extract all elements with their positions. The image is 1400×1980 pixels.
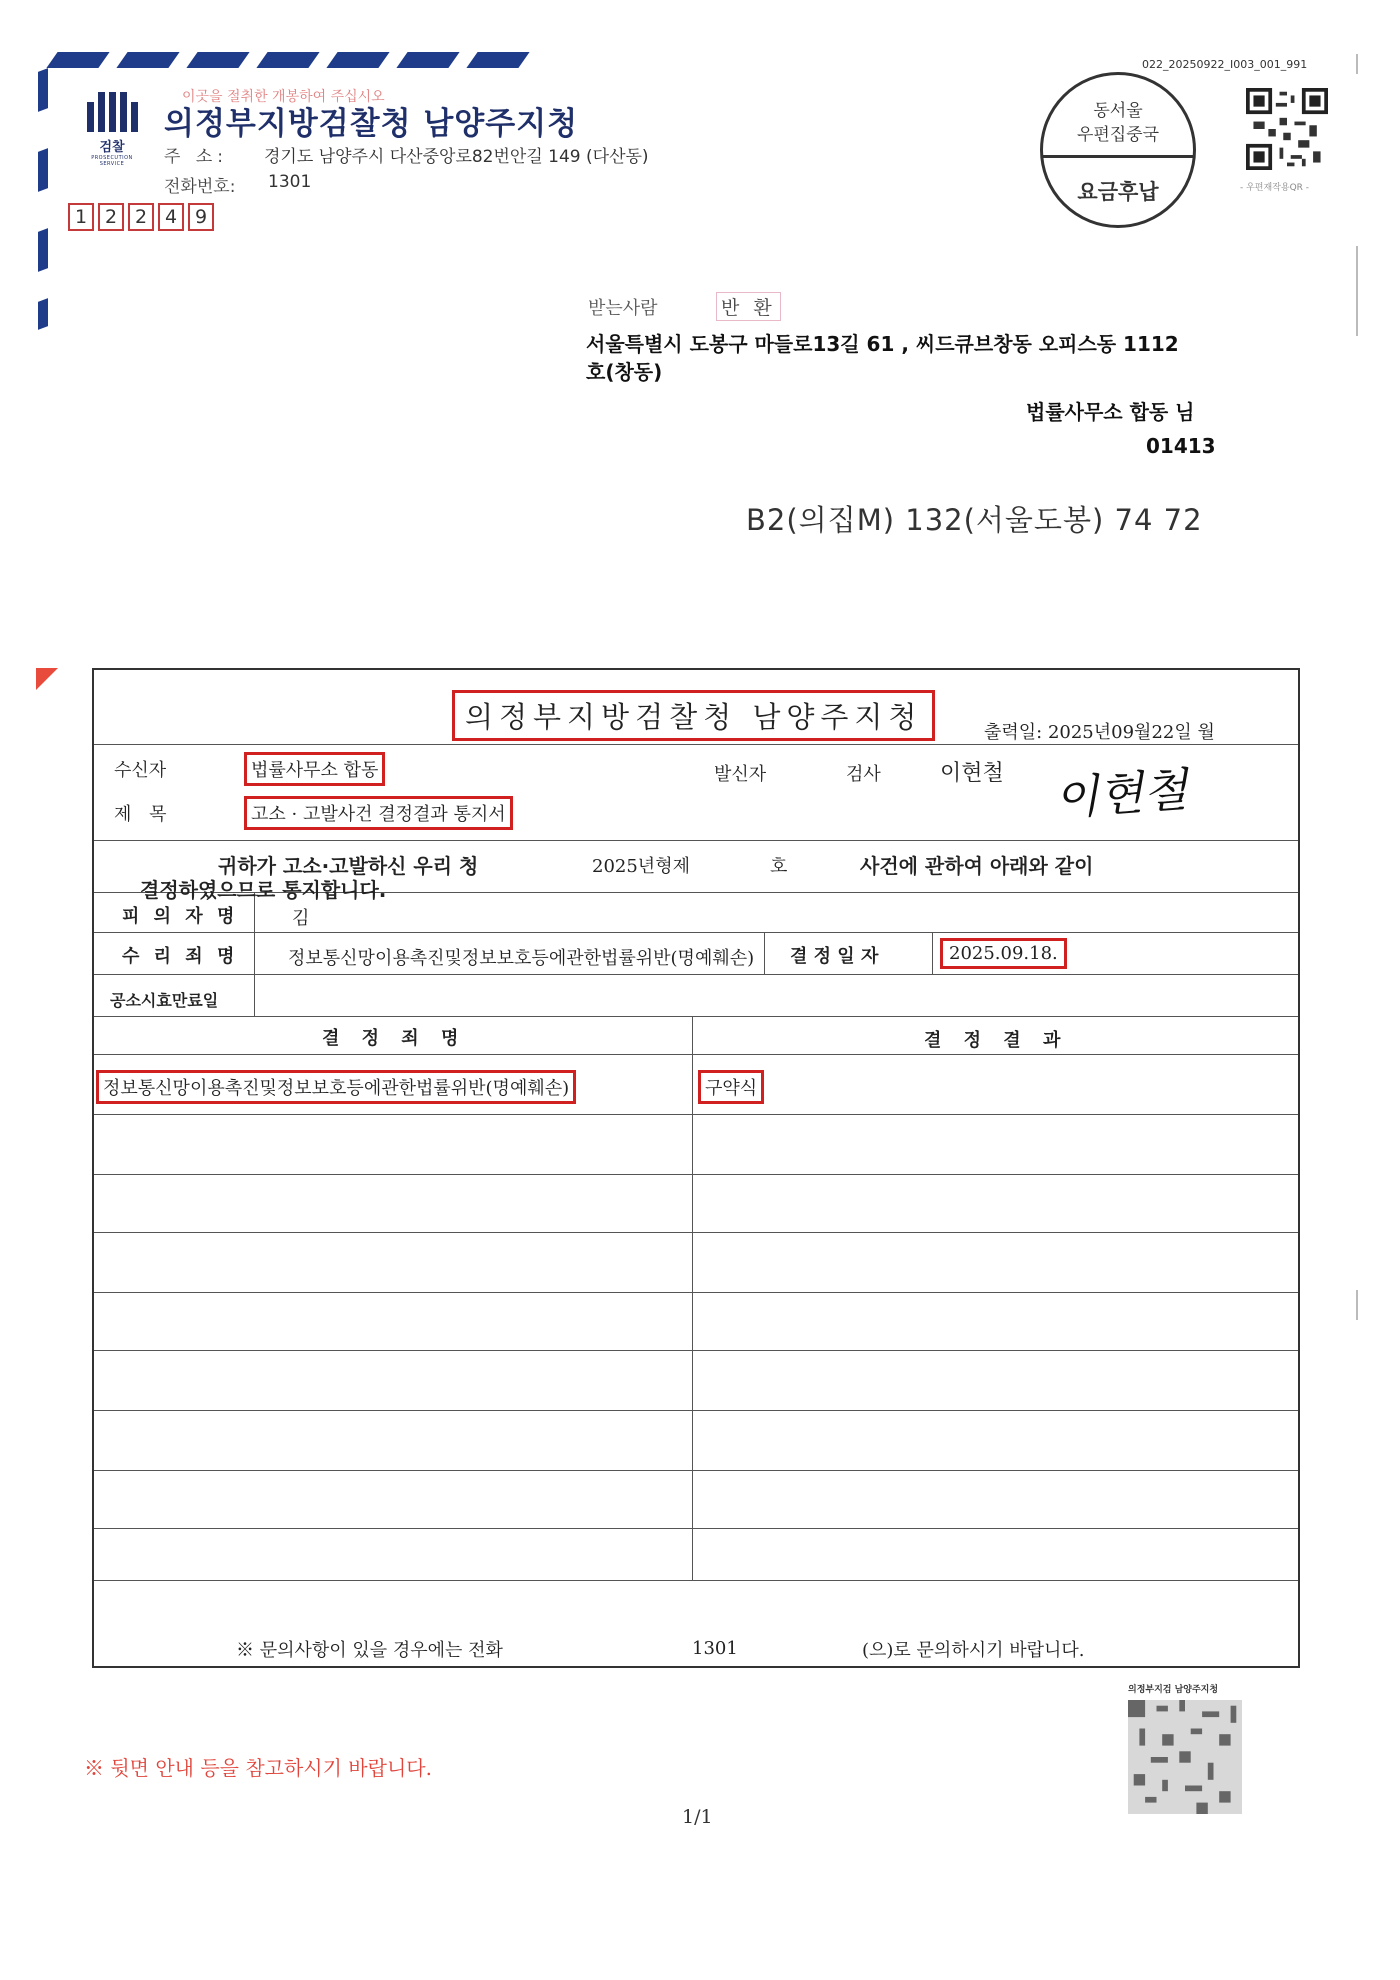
address-label: 주 소: (164, 147, 228, 167)
body-text-part2: 사건에 관하여 아래와 같이 (860, 854, 1094, 878)
edge-mark (1356, 246, 1358, 336)
prosecution-logo: 검찰 PROSECUTION SERVICE (78, 92, 146, 170)
sender-label: 발신자 (714, 764, 767, 785)
tear-off-note: 이곳을 절취한 개봉하여 주십시오 (182, 89, 385, 105)
recipient-address-line2: 호(창동) (586, 360, 663, 384)
body-text-line2: 결정하였으므로 통지합니다. (140, 878, 387, 902)
zip-digit: 2 (128, 203, 154, 231)
recipient-address-line1: 서울특별시 도봉구 마들로13길 61 , 씨드큐브창동 오피스동 1112 (586, 332, 1179, 356)
decision-charge-header: 결 정 죄 명 (322, 1028, 467, 1049)
print-date: 출력일: 2025년09월22일 월 (984, 722, 1215, 743)
airmail-side-stripes (38, 70, 52, 330)
recipient-label: 수신자 (114, 760, 167, 781)
body-text-part1: 귀하가 고소·고발하신 우리 청 (218, 854, 479, 878)
back-side-note: ※ 뒷면 안내 등을 참고하시기 바랍니다. (84, 1756, 432, 1780)
decision-notice-form (92, 668, 1300, 1668)
form-title: 의정부지방검찰청 남양주지청 (452, 690, 935, 741)
decision-result-header: 결 정 결 과 (924, 1030, 1069, 1051)
page-number: 1/1 (682, 1806, 713, 1828)
edge-mark (1356, 54, 1358, 74)
limitation-label: 공소시효만료일 (110, 991, 219, 1010)
subject-label: 제 목 (114, 804, 173, 825)
decision-charge-cell: 정보통신망이용촉진및정보보호등에관한법률위반(명예훼손) (96, 1070, 576, 1104)
sender-title: 의정부지방검찰청 남양주지청 (164, 106, 579, 142)
recipient-value: 법률사무소 합동 (244, 752, 385, 786)
recipient-name: 반 환 (716, 292, 781, 321)
suspect-value: 김 (292, 908, 310, 929)
footer-note-part1: ※ 문의사항이 있을 경우에는 전화 (236, 1640, 503, 1661)
case-year: 2025년형제 (592, 856, 690, 877)
sender-address: 경기도 남양주시 다산중앙로82번안길 149 (다산동) (264, 147, 649, 167)
sender-zip (68, 203, 214, 231)
airmail-stripes (52, 52, 532, 68)
decision-date-value: 2025.09.18. (940, 938, 1067, 969)
charge-value: 정보통신망이용촉진및정보보호등에관한법률위반(명예훼손) (288, 948, 755, 969)
phone-label: 전화번호: (164, 177, 236, 197)
sender-phone: 1301 (268, 172, 312, 192)
charge-label: 수 리 죄 명 (122, 946, 239, 967)
suspect-label: 피 의 자 명 (122, 906, 239, 927)
recipient-zip: 01413 (1146, 434, 1216, 458)
zip-digit: 4 (158, 203, 184, 231)
footer-phone: 1301 (692, 1638, 738, 1659)
recipient-label: 받는사람 (588, 298, 658, 319)
sender-role: 검사 (846, 764, 881, 785)
recipient-office: 법률사무소 합동 님 (1026, 400, 1195, 424)
postmark-line1: 동서울 (1093, 101, 1143, 121)
case-number-suffix: 호 (770, 856, 788, 877)
signature: 이현철 (1052, 762, 1190, 826)
sender-name: 이현철 (940, 761, 1004, 786)
decision-date-label: 결 정 일 자 (790, 946, 879, 967)
zip-digit: 9 (188, 203, 214, 231)
qr-caption: - 우편재작용QR - (1240, 183, 1310, 193)
footer-note-part2: (으)로 문의하시기 바랍니다. (862, 1640, 1085, 1661)
postmark-line3: 요금후납 (1077, 180, 1159, 204)
zip-digit: 2 (98, 203, 124, 231)
fold-mark (36, 668, 58, 690)
postmark-line2: 우편집중국 (1076, 125, 1160, 145)
postal-qr-code (1243, 88, 1331, 170)
decision-result-cell: 구약식 (698, 1070, 764, 1104)
office-qr-caption: 의정부지검 남양주지청 (1128, 1685, 1219, 1695)
zip-digit: 1 (68, 203, 94, 231)
subject-value: 고소 · 고발사건 결정결과 통지서 (244, 796, 513, 830)
office-qr-code (1128, 1700, 1242, 1814)
edge-mark (1356, 1290, 1358, 1320)
routing-code: B2(의집M) 132(서울도봉) 74 72 (746, 503, 1203, 537)
document-id: 022_20250922_I003_001_991 (1142, 58, 1308, 71)
